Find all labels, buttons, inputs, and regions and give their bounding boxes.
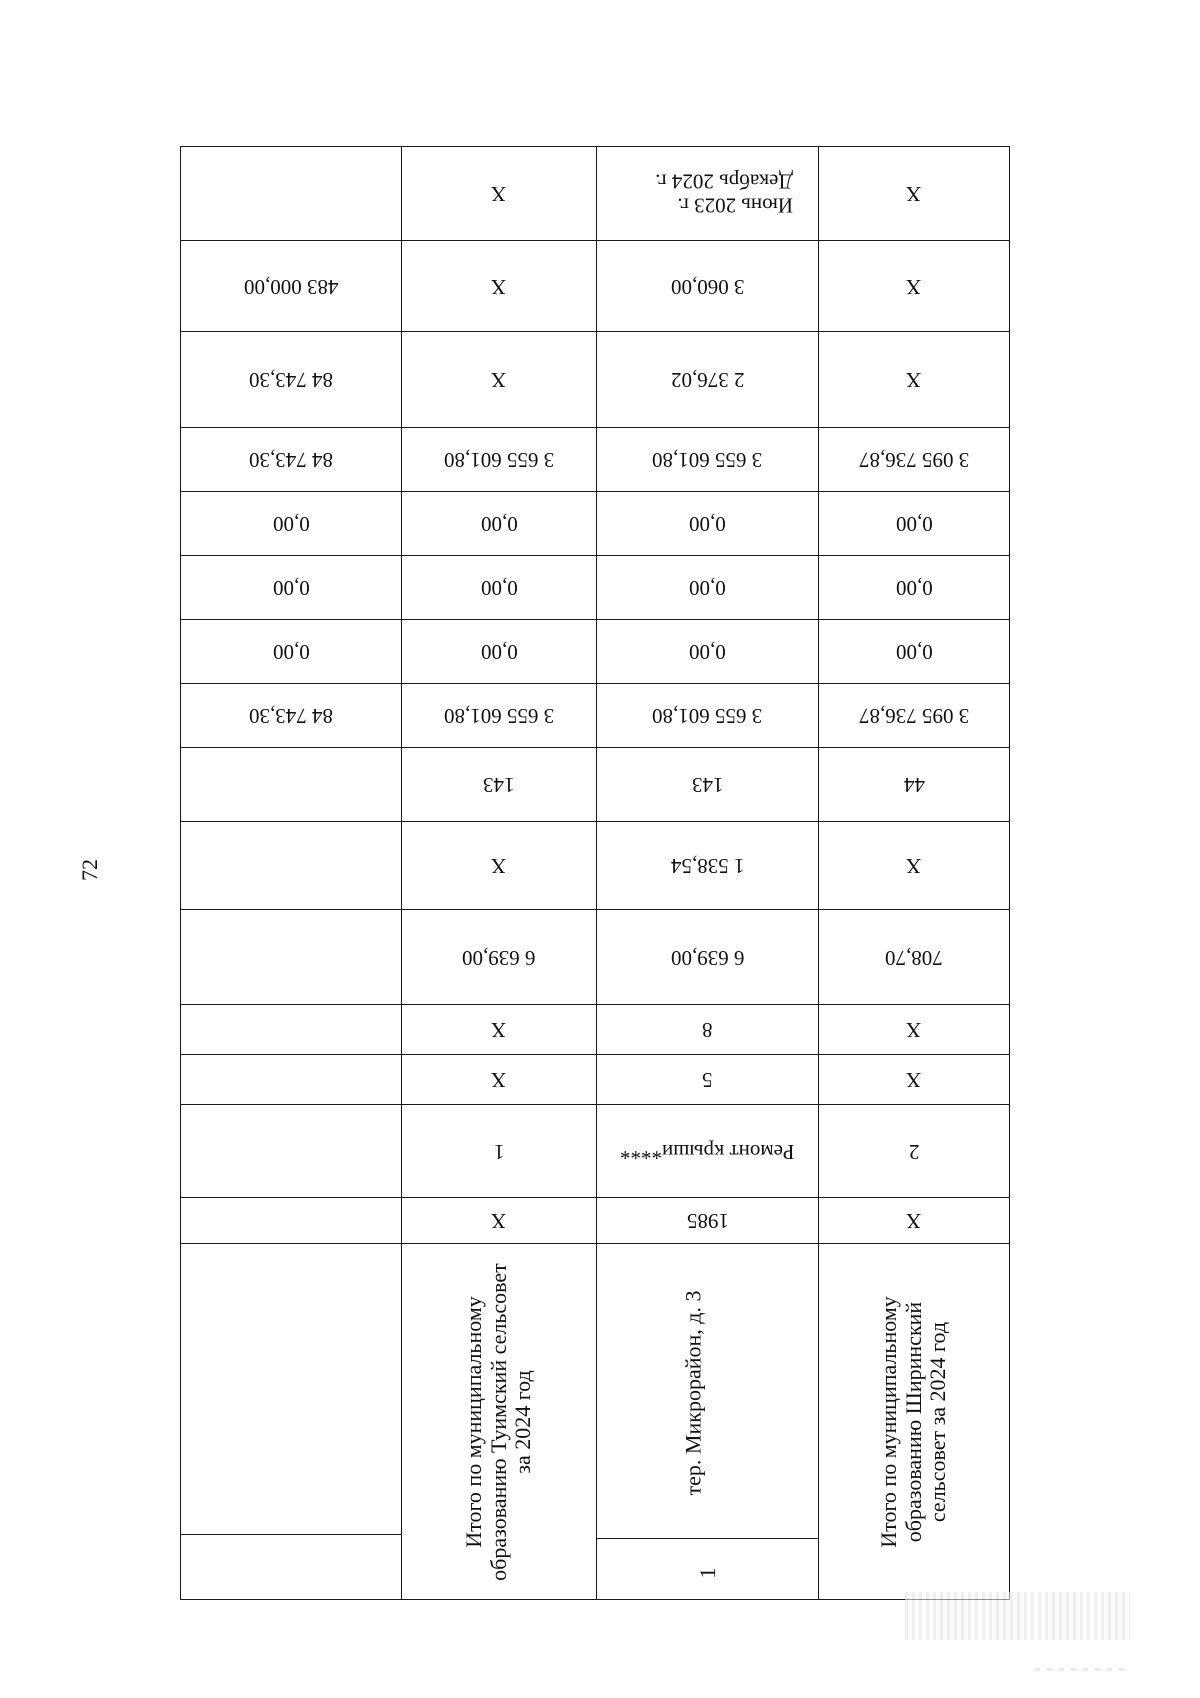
cell-value: 0,00	[689, 640, 726, 664]
cell-value: 3 655 601,80	[652, 704, 763, 728]
table-row-area	[181, 910, 1010, 1005]
table-row-work-type	[181, 1105, 1010, 1198]
cell-value: Х	[906, 182, 922, 206]
table-row-col8	[181, 1005, 1010, 1055]
page-number: 72	[77, 859, 102, 881]
cell-value: 6 639,00	[670, 945, 745, 970]
group1-total-label: Итого по муниципальному образованию Ширинский сельсовет за 2024 год	[876, 1295, 951, 1548]
cell-value: 5	[702, 1068, 713, 1092]
data-table	[180, 146, 1010, 1600]
cell-value: 3 655 601,80	[443, 448, 555, 472]
cell-value: 143	[483, 773, 515, 797]
cell-value: 0,00	[272, 640, 310, 664]
row-number: 1	[694, 1567, 720, 1579]
cell-value: 3 655 601,80	[443, 704, 555, 728]
cell-value: 1 538,54	[670, 854, 745, 878]
cell-value: 44	[903, 773, 925, 797]
table-row-limit	[181, 241, 1010, 332]
table-row-other-1	[181, 620, 1010, 684]
table-row-year	[181, 1198, 1010, 1244]
cell-value: Х	[906, 1209, 922, 1233]
table-row-name	[181, 1244, 1010, 1600]
cell-value: 0,00	[272, 512, 310, 536]
cell-value: 0,00	[689, 512, 726, 536]
cell-divider	[597, 1538, 818, 1539]
group2-total-label: Итого по муниципальному образованию Туимский сельсовет за 2024 год	[461, 1262, 536, 1581]
cell-value: Х	[491, 182, 507, 206]
capital-repair-table	[180, 146, 1009, 1599]
house-address: тер. Микрорайон, д. 3	[680, 1290, 706, 1496]
cell-value: 3 060,00	[670, 274, 745, 299]
cell-value: 1985	[686, 1209, 729, 1233]
cell-value: 84 743,30	[249, 704, 333, 728]
cell-value: Х	[906, 854, 922, 878]
cell-value: 483 000,00	[243, 274, 339, 299]
cell-value: 0,00	[895, 576, 933, 600]
table-row-unit-price	[181, 332, 1010, 428]
cell-value: Х	[491, 854, 507, 878]
cell-value: 2	[908, 1139, 920, 1164]
table-row-col5	[181, 1055, 1010, 1105]
cell-value: 708,70	[885, 945, 943, 970]
cell-value: 0,00	[480, 512, 518, 536]
scan-mark-artifact	[1035, 1668, 1125, 1671]
cell-value: Ремонт крыши****	[620, 1139, 795, 1164]
cell-value: Х	[906, 368, 922, 392]
cell-value: 143	[691, 773, 724, 797]
cell-value: Х	[906, 274, 922, 299]
table-row-other-2	[181, 556, 1010, 620]
table-row-total	[181, 684, 1010, 748]
cell-value: 0,00	[895, 512, 933, 536]
cell-value: Х	[491, 1068, 507, 1092]
cell-value: 0,00	[895, 640, 933, 664]
cell-value: Х	[906, 1068, 922, 1092]
cell-value: Июнь 2023 г. Декабрь 2024 г.	[654, 169, 793, 218]
table-row-fund	[181, 428, 1010, 492]
cell-value: 3 095 736,87	[858, 704, 970, 728]
table-row-count	[181, 748, 1010, 822]
cell-value: 0,00	[272, 576, 310, 600]
cell-value: 84 743,30	[249, 368, 333, 392]
table-row-unit-cost	[181, 822, 1010, 910]
scan-stamp-artifact	[905, 1592, 1130, 1640]
cell-value: Х	[491, 368, 507, 392]
cell-value: 0,00	[480, 640, 518, 664]
cell-value: 3 655 601,80	[652, 448, 763, 472]
cell-value: 3 095 736,87	[858, 448, 970, 472]
cell-value: Х	[491, 1209, 507, 1233]
table-row-other-3	[181, 492, 1010, 556]
cell-value: 0,00	[689, 576, 726, 600]
cell-value: 8	[702, 1018, 713, 1042]
cell-value: Х	[491, 1018, 507, 1042]
cell-value: 2 376,02	[670, 368, 745, 392]
cell-value: 1	[493, 1139, 505, 1164]
cell-value: Х	[491, 274, 507, 299]
cell-value: 6 639,00	[462, 945, 536, 970]
cell-value: 84 743,30	[249, 448, 333, 472]
cell-value: 0,00	[480, 576, 518, 600]
cell-divider	[181, 1534, 401, 1535]
cell-value: Х	[906, 1018, 922, 1042]
table-row-period	[181, 147, 1010, 241]
